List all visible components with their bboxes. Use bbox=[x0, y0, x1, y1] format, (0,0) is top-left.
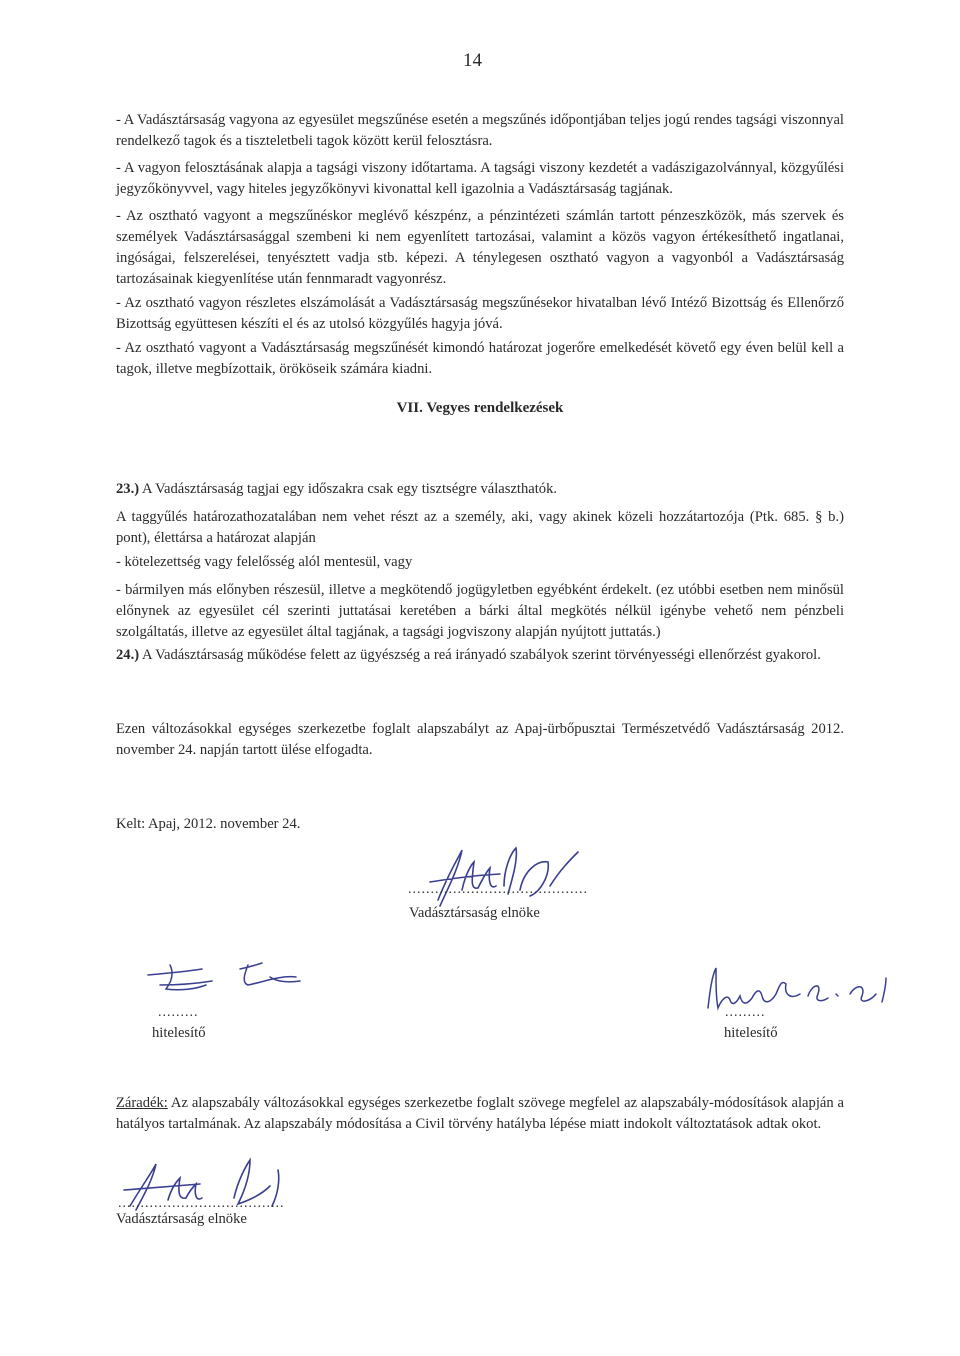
section-24-text: A Vadásztársaság működése felett az ügyészség a reá irányadó szabályok szerint törvényességi ellenőrzést gyakorol. bbox=[139, 647, 821, 663]
section-24 bbox=[116, 645, 844, 666]
paragraph-asset-distribution: - A Vadásztársaság vagyona az egyesület megszűnése esetén a megszűnés időpontjában teljes jogú rendes tagsági viszonnyal rendelkező tagok és a tiszteletbeli tagok között kerül felosztásra. bbox=[116, 112, 844, 149]
page-number: 14 bbox=[463, 50, 482, 71]
witness-left-dotted-line: ......... bbox=[158, 1005, 199, 1020]
zaradek-label: Záradék: bbox=[116, 1095, 168, 1111]
paragraph-exemption: - kötelezettség vagy felelősség alól mentesül, vagy bbox=[116, 554, 413, 570]
president-dotted-line: ........................................ bbox=[408, 882, 588, 897]
section-24-number: 24.) bbox=[116, 647, 140, 663]
paragraph-voting-exclusion: A taggyűlés határozathozatalában nem vehet részt az a személy, aki, vagy akinek közeli hozzátartozója (Ptk. 685. § b.) pont), élettársa a határozat alapján bbox=[116, 509, 844, 546]
president2-label: Vadásztársaság elnöke bbox=[116, 1211, 247, 1227]
section-heading: VII. Vegyes rendelkezések bbox=[396, 400, 564, 416]
paragraph-payout: - Az osztható vagyont a Vadásztársaság megszűnését kimondó határozat jogerőre emelkedését követő egy éven belül kell a tagok, illetve megbízottaik, örököseik számára kiadni. bbox=[116, 340, 844, 377]
section-23-text: A Vadásztársaság tagjai egy időszakra csak egy tisztségre választhatók. bbox=[139, 481, 558, 497]
witness-left-label: hitelesítő bbox=[152, 1025, 206, 1041]
paragraph-divisible-assets: - Az osztható vagyont a megszűnéskor meglévő készpénz, a pénzintézeti számlán tartott pénzeszközök, más szervek és személyek Vadásztársasággal szembeni ki nem egyenlített tartozásai, valamint a közös vagyon értékesíthető ingatlanai, ingóságai, felszerelései, tenyésztett vadja stb. képezi. A ténylegesen osztható vagyon a vagyonból a Vadásztársaság tartozásainak kiegyenlítése után fennmaradt vagyonrész. bbox=[116, 208, 844, 287]
paragraph-advantage: - bármilyen más előnyben részesül, illetve a megkötendő jogügyletben egyébként érdekelt. (ez utóbbi esetben nem minősül előnynek az egyesület cél szerinti juttatásai keretében a bárki által megkötés nélkül igénybe vehető nem pénzbeli szolgáltatás, illetve az egyesület által tagjának, a tagsági jogviszony alapján nyújtott juttatás.) bbox=[116, 582, 844, 640]
zaradek-clause bbox=[116, 1093, 844, 1135]
paragraph-settlement: - Az osztható vagyon részletes elszámolását a Vadásztársaság megszűnésekor hivatalban lévő Intéző Bizottság és Ellenőrző Bizottság együttesen készíti el és az utolsó közgyűlés hagyja jóvá. bbox=[116, 295, 844, 332]
paragraph-adoption: Ezen változásokkal egységes szerkezetbe foglalt alapszabályt az Apaj-ürbőpusztai Természetvédő Vadásztársaság 2012. november 24. napján tartott ülése elfogadta. bbox=[116, 721, 844, 758]
section-23 bbox=[116, 479, 844, 500]
date-line: Kelt: Apaj, 2012. november 24. bbox=[116, 816, 301, 832]
president2-dotted-line: ..................................... bbox=[118, 1196, 285, 1211]
president-label: Vadásztársaság elnöke bbox=[409, 905, 540, 921]
zaradek-text: Az alapszabály változásokkal egységes szerkezetbe foglalt szövege megfelel az alapszabály-módosítások alapján a hatályos tartalmának. Az alapszabály módosítása a Civil törvény hatályba lépése miatt indokolt változtatások adtak okot. bbox=[116, 1095, 844, 1132]
witness-right-dotted-line: ......... bbox=[725, 1005, 766, 1020]
paragraph-distribution-basis: - A vagyon felosztásának alapja a tagsági viszony időtartama. A tagsági viszony kezdetét a vadászigazolvánnyal, közgyűlési jegyzőkönyvvel, vagy hiteles jegyzőkönyvi kivonattal kell igazolnia a Vadásztársaság tagjának. bbox=[116, 160, 844, 197]
section-23-number: 23.) bbox=[116, 481, 140, 497]
witness-right-label: hitelesítő bbox=[724, 1025, 778, 1041]
